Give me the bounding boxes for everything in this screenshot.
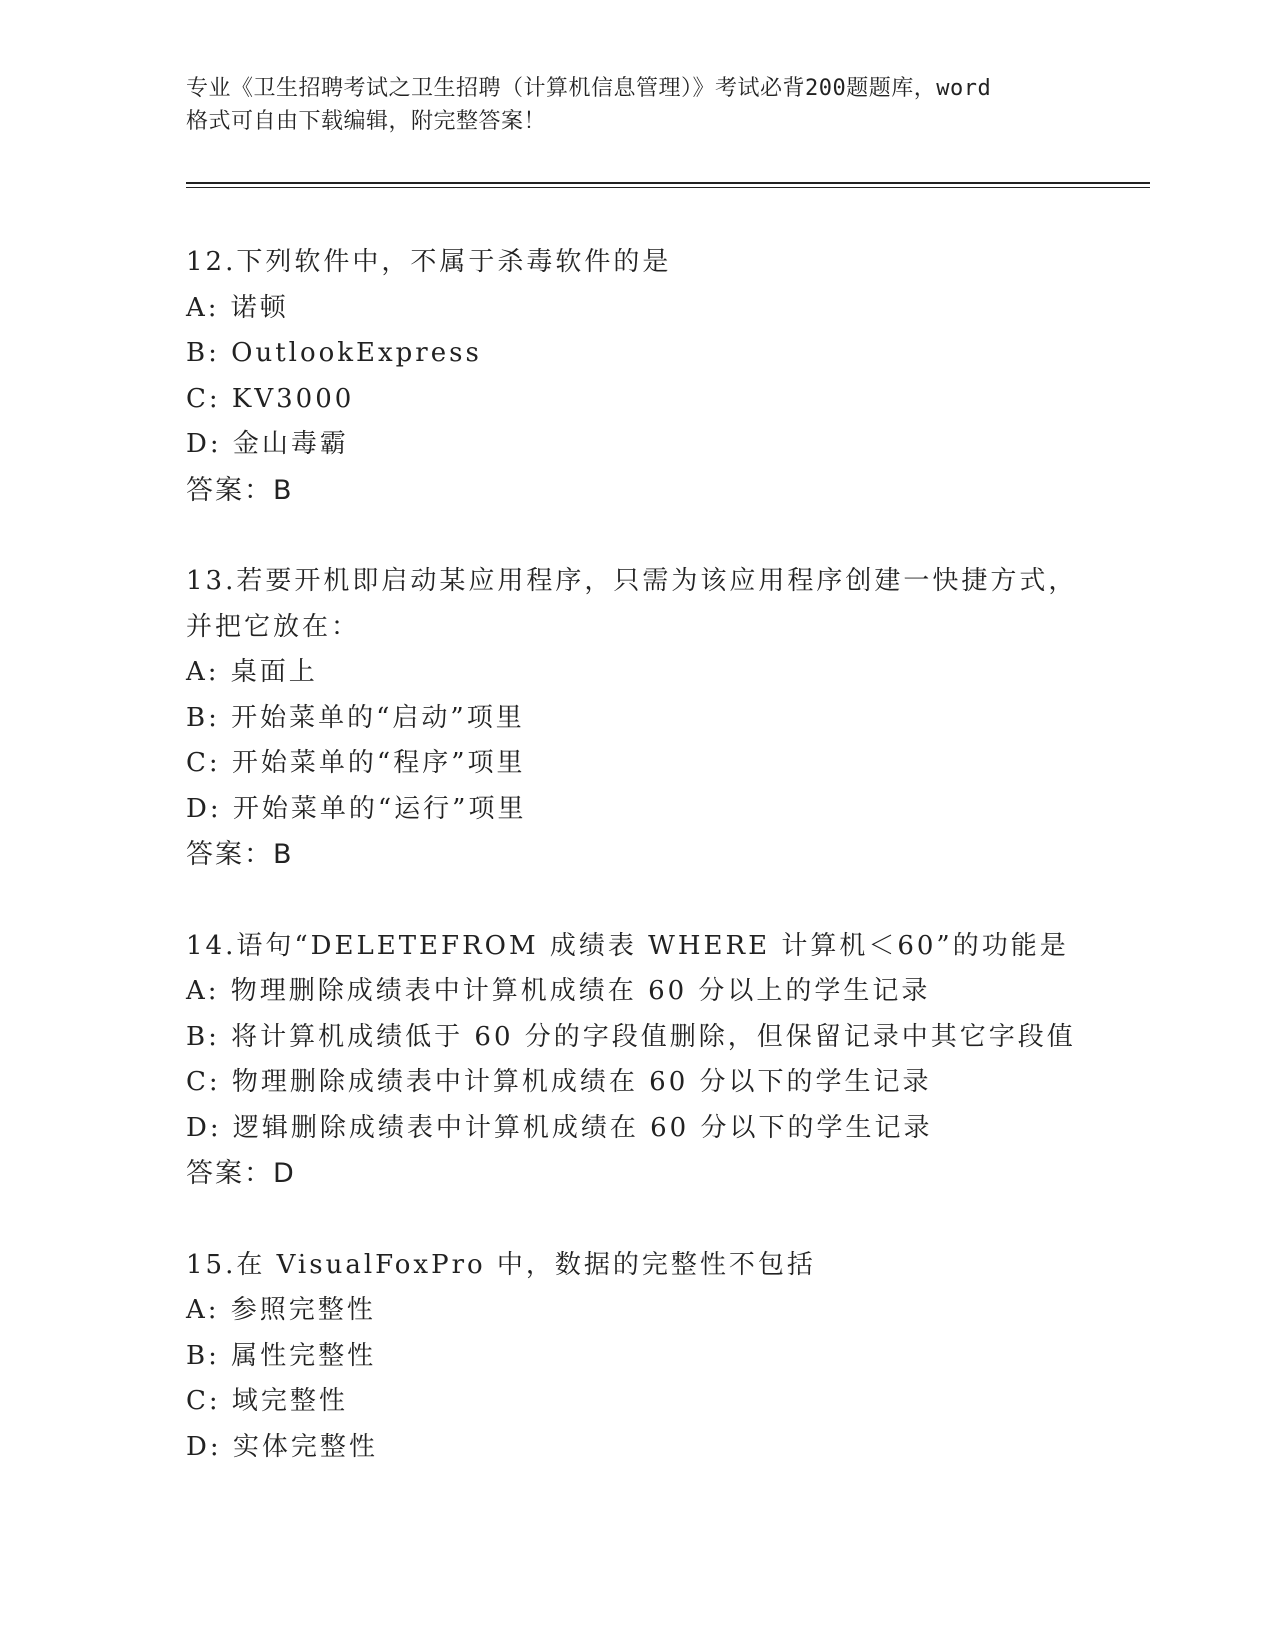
question-title-continued: 并把它放在：: [186, 611, 361, 642]
question-title: 14.语句“DELETEFROM 成绩表 WHERE 计算机＜60”的功能是: [186, 930, 1069, 961]
option-c: C: 物理删除成绩表中计算机成绩在 60 分以下的学生记录: [186, 1067, 932, 1097]
option-d: D: 实体完整性: [186, 1431, 378, 1462]
document-page: [186, 72, 1150, 1516]
question-15: [186, 1243, 1150, 1471]
option-b: B: 属性完整性: [186, 1340, 377, 1371]
document-header-line-1: 专业《卫生招聘考试之卫生招聘（计算机信息管理）》考试必背200题题库，word: [186, 76, 992, 101]
answer-text: 答案：D: [186, 1158, 296, 1189]
question-12: [186, 240, 1150, 513]
header-divider-thick: [186, 182, 1150, 184]
option-b: B: 开始菜单的“启动”项里: [186, 702, 525, 733]
answer-text: 答案：B: [186, 474, 294, 506]
question-list: [186, 240, 1150, 1470]
question-title: 13.若要开机即启动某应用程序，只需为该应用程序创建一快捷方式，: [186, 566, 1078, 596]
option-a: A: 参照完整性: [186, 1295, 376, 1325]
header-divider-thin: [186, 187, 1150, 188]
option-b: B: 将计算机成绩低于 60 分的字段值删除，但保留记录中其它字段值: [186, 1021, 1076, 1052]
option-c: C: 开始菜单的“程序”项里: [186, 748, 526, 778]
option-a: A: 桌面上: [186, 657, 318, 687]
option-c: C: KV3000: [186, 383, 355, 414]
question-title: 12.下列软件中，不属于杀毒软件的是: [186, 247, 672, 277]
option-d: D: 逻辑删除成绩表中计算机成绩在 60 分以下的学生记录: [186, 1112, 933, 1143]
option-a: A: 物理删除成绩表中计算机成绩在 60 分以上的学生记录: [186, 976, 931, 1006]
option-a: A: 诺顿: [186, 292, 289, 323]
option-b: B: OutlookExpress: [186, 338, 482, 368]
option-d: D: 金山毒霸: [186, 429, 349, 459]
document-header-line-2: 格式可自由下载编辑，附完整答案！: [186, 109, 547, 134]
option-d: D: 开始菜单的“运行”项里: [186, 793, 527, 824]
question-title: 15.在 VisualFoxPro 中，数据的完整性不包括: [186, 1249, 816, 1280]
question-14: [186, 924, 1150, 1197]
option-c: C: 域完整性: [186, 1386, 348, 1416]
answer-text: 答案：B: [186, 839, 294, 870]
question-13: [186, 559, 1150, 878]
